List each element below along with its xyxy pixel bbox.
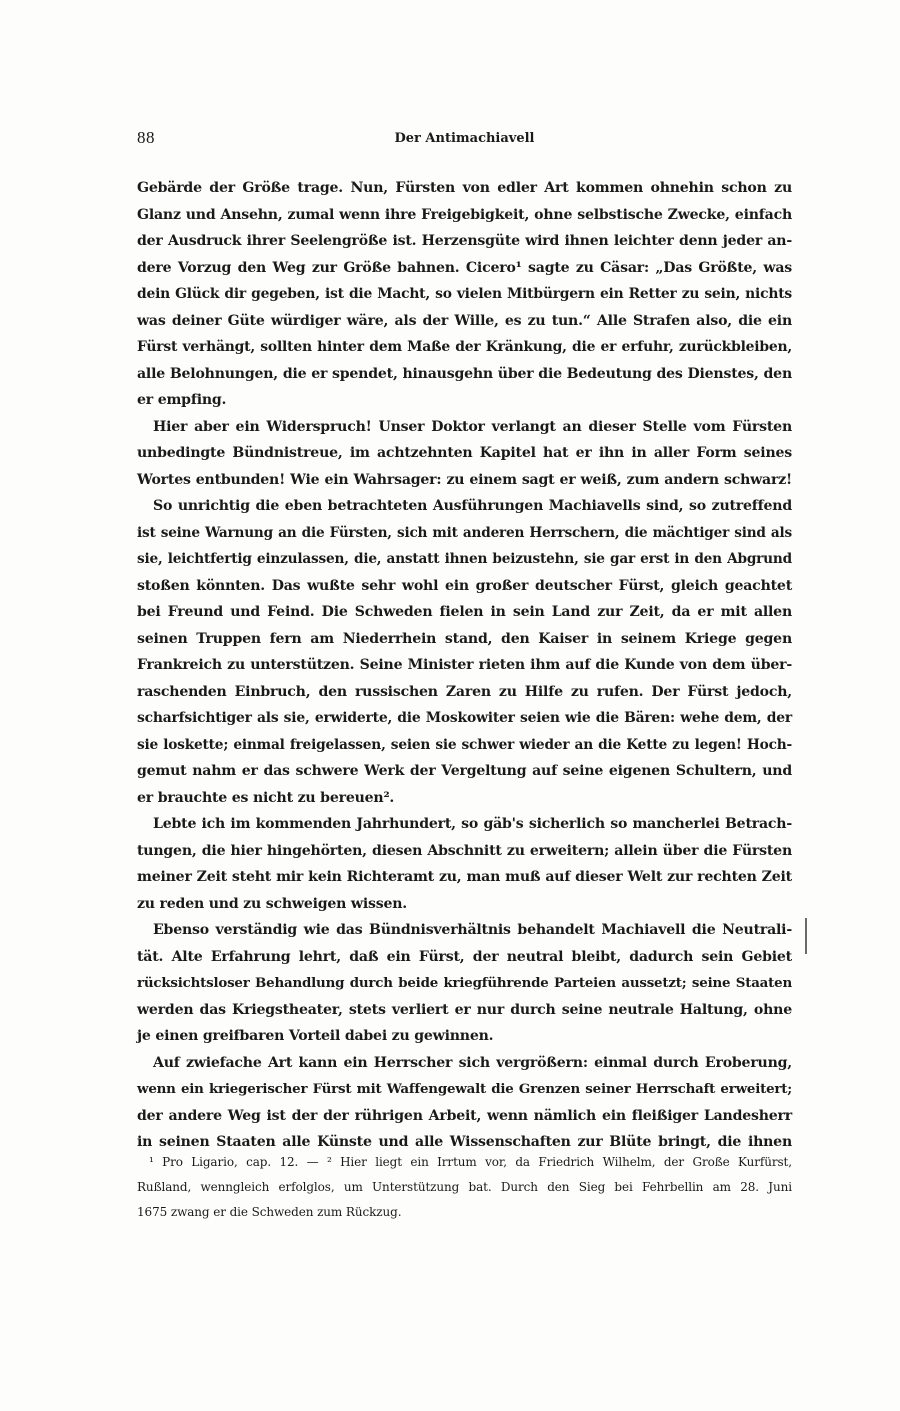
text-line: scharfsichtiger als sie, erwiderte, die Moskowiter seien wie die Bären: wehe dem, der bbox=[137, 710, 792, 726]
text-line: sie, leichtfertig einzulassen, die, anstatt ihnen beizustehn, sie gar erst in den Abgrund bbox=[137, 551, 792, 567]
footnote-line: Rußland, wenngleich erfolglos, um Unterstützung bat. Durch den Sieg bei Fehrbellin am 28. Juni bbox=[137, 1180, 792, 1194]
text-line: bei Freund und Feind. Die Schweden fielen in sein Land zur Zeit, da er mit allen bbox=[137, 604, 792, 620]
text-line: Gebärde der Größe trage. Nun, Fürsten von edler Art kommen ohnehin schon zu bbox=[137, 180, 792, 196]
paragraph bbox=[137, 917, 792, 1050]
text-line: Fürst verhängt, sollten hinter dem Maße der Kränkung, die er erfuhr, zurückbleiben, bbox=[137, 339, 792, 355]
paragraph bbox=[137, 1050, 792, 1156]
text-line: je einen greifbaren Vorteil dabei zu gewinnen. bbox=[137, 1028, 494, 1044]
text-line: ist seine Warnung an die Fürsten, sich mit anderen Herrschern, die mächtiger sind als bbox=[137, 524, 792, 541]
text-line: tungen, die hier hingehörten, diesen Abschnitt zu erweitern; allein über die Fürsten bbox=[137, 842, 792, 859]
text-line: was deiner Güte würdiger wäre, als der Wille, es zu tun.“ Alle Strafen also, die ein bbox=[137, 312, 792, 329]
text-line: der Ausdruck ihrer Seelengröße ist. Herzensgüte wird ihnen leichter denn jeder an- bbox=[137, 233, 792, 249]
text-line: Hier aber ein Widerspruch! Unser Doktor verlangt an dieser Stelle vom Fürsten bbox=[153, 418, 792, 435]
text-line: Lebte ich im kommenden Jahrhundert, so gäb's sicherlich so mancherlei Betrach- bbox=[153, 816, 792, 832]
paragraph bbox=[137, 414, 792, 494]
running-head: Der Antimachiavell bbox=[394, 131, 535, 146]
text-line: er brauchte es nicht zu bereuen². bbox=[137, 789, 395, 806]
text-line: Glanz und Ansehn, zumal wenn ihre Freigebigkeit, ohne selbstische Zwecke, einfach bbox=[137, 206, 792, 223]
text-line: in seinen Staaten alle Künste und alle Wissenschaften zur Blüte bringt, die ihnen bbox=[137, 1134, 792, 1150]
margin-pencil-mark bbox=[805, 918, 807, 954]
text-line: zu reden und zu schweigen wissen. bbox=[137, 895, 408, 912]
text-line: rücksichtsloser Behandlung durch beide kriegführende Parteien aussetzt; seine Staaten bbox=[137, 975, 792, 991]
text-line: stoßen könnten. Das wußte sehr wohl ein großer deutscher Fürst, gleich geachtet bbox=[137, 577, 792, 594]
text-line: der andere Weg ist der der rührigen Arbeit, wenn nämlich ein fleißiger Landesherr bbox=[137, 1107, 792, 1124]
text-line: Auf zwiefache Art kann ein Herrscher sich vergrößern: einmal durch Eroberung, bbox=[153, 1054, 792, 1071]
page-header bbox=[137, 128, 792, 154]
text-line: Ebenso verständig wie das Bündnisverhältnis behandelt Machiavell die Neutrali- bbox=[153, 922, 792, 938]
text-line: gemut nahm er das schwere Werk der Vergeltung auf seine eigenen Schultern, und bbox=[137, 763, 792, 779]
text-line: unbedingte Bündnistreue, im achtzehnten Kapitel hat er ihn in aller Form seines bbox=[137, 445, 792, 461]
paragraph bbox=[137, 175, 792, 414]
text-line: dere Vorzug den Weg zur Größe bahnen. Cicero¹ sagte zu Cäsar: „Das Größte, was bbox=[137, 259, 792, 276]
body-text bbox=[137, 175, 792, 1156]
text-line: alle Belohnungen, die er spendet, hinausgehn über die Bedeutung des Dienstes, den bbox=[137, 365, 792, 382]
text-line: So unrichtig die eben betrachteten Ausführungen Machiavells sind, so zutreffend bbox=[153, 498, 792, 514]
footnotes bbox=[137, 1150, 792, 1225]
text-line: Wortes entbunden! Wie ein Wahrsager: zu einem sagt er weiß, zum andern schwarz! bbox=[137, 471, 792, 488]
text-line: sie loskette; einmal freigelassen, seien sie schwer wieder an die Kette zu legen! Hoch- bbox=[137, 736, 792, 753]
text-line: tät. Alte Erfahrung lehrt, daß ein Fürst, der neutral bleibt, dadurch sein Gebiet bbox=[137, 948, 792, 965]
text-line: wenn ein kriegerischer Fürst mit Waffengewalt die Grenzen seiner Herrschaft erweitert; bbox=[137, 1081, 792, 1097]
text-line: dein Glück dir gegeben, ist die Macht, so vielen Mitbürgern ein Retter zu sein, nichts bbox=[137, 286, 792, 302]
text-line: er empfing. bbox=[137, 392, 227, 408]
footnote-line: ¹ Pro Ligario, cap. 12. — ² Hier liegt ein Irrtum vor, da Friedrich Wilhelm, der Große Kurfürst, bbox=[149, 1155, 792, 1169]
text-line: meiner Zeit steht mir kein Richteramt zu, man muß auf dieser Welt zur rechten Zeit bbox=[137, 869, 792, 885]
text-line: Frankreich zu unterstützen. Seine Minister rieten ihm auf die Kunde von dem über- bbox=[137, 657, 792, 673]
paragraph bbox=[137, 493, 792, 811]
paragraph bbox=[137, 811, 792, 917]
footnote-line: 1675 zwang er die Schweden zum Rückzug. bbox=[137, 1205, 402, 1219]
text-line: raschenden Einbruch, den russischen Zaren zu Hilfe zu rufen. Der Fürst jedoch, bbox=[137, 683, 792, 700]
text-line: werden das Kriegstheater, stets verliert er nur durch seine neutrale Haltung, ohne bbox=[137, 1001, 792, 1018]
page-number: 88 bbox=[137, 128, 155, 147]
text-line: seinen Truppen fern am Niederrhein stand, den Kaiser in seinem Kriege gegen bbox=[137, 630, 792, 647]
